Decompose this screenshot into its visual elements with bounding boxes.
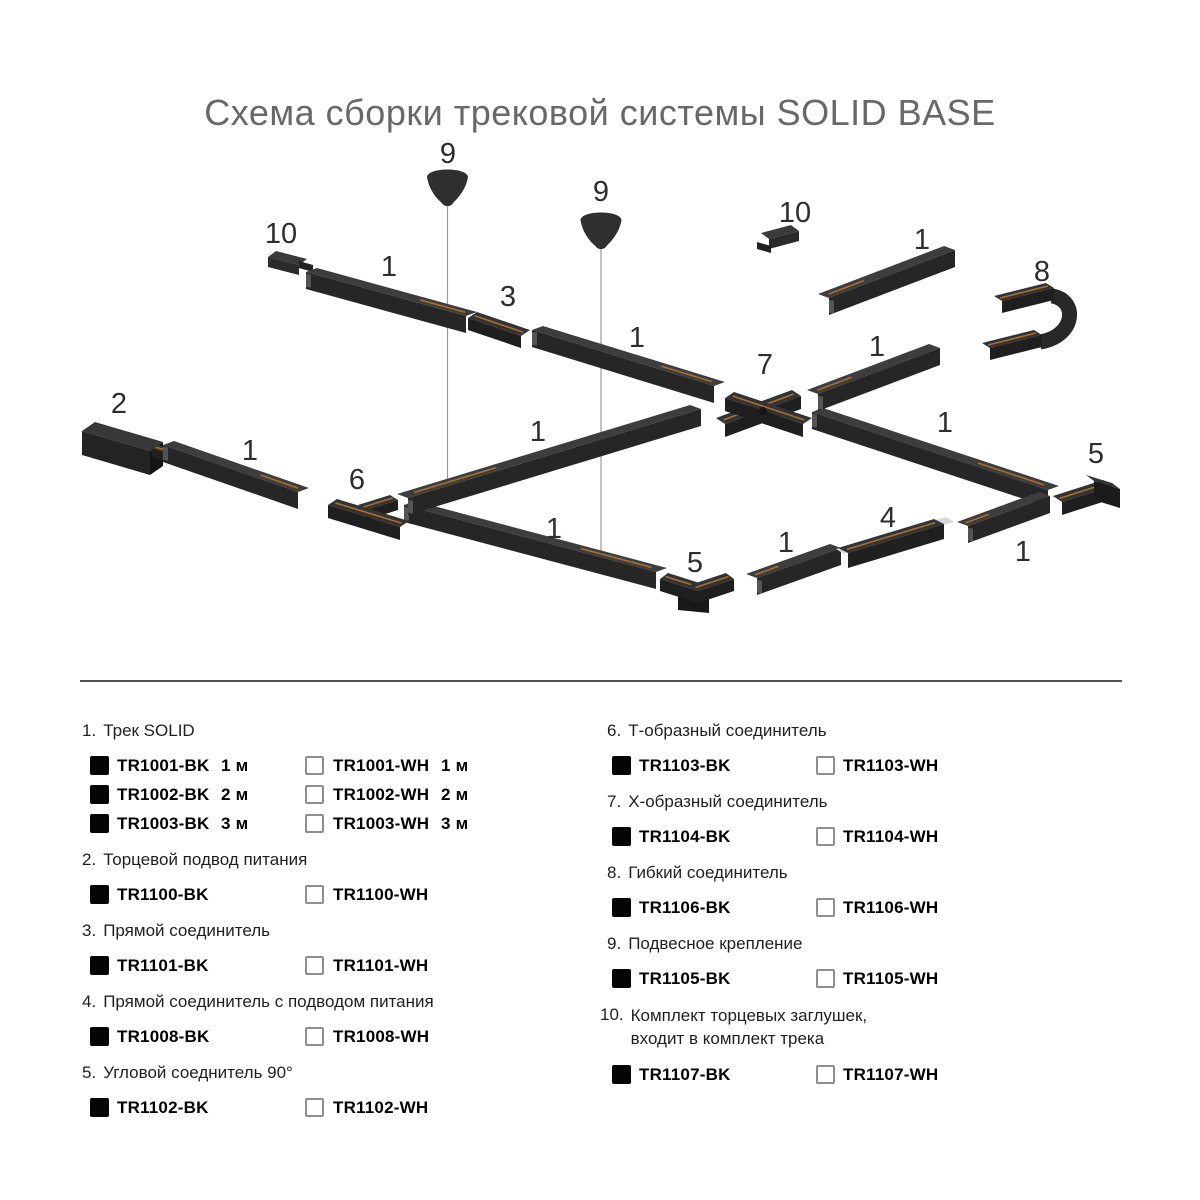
track-segment-front (404, 505, 656, 589)
legend-column (82, 714, 572, 1120)
product-code-black: TR1101-BK (117, 956, 209, 975)
legend-item (600, 720, 1160, 778)
legend-item (82, 1062, 572, 1120)
legend-item-header (82, 849, 572, 870)
product-code-black: TR1002-BK (117, 785, 210, 804)
product-code-white: TR1104-WH (843, 827, 939, 846)
color-swatch-white (816, 1065, 835, 1084)
product-code-white: TR1001-WH (333, 756, 430, 775)
callout-end_power_feed: 2 (110, 388, 128, 420)
legend-item (82, 920, 572, 978)
product-code-white: TR1101-WH (333, 956, 429, 975)
end-cap-tab (757, 242, 771, 253)
legend-row (600, 754, 1160, 778)
product-code-white: TR1105-WH (843, 969, 939, 988)
legend-item (600, 1004, 1160, 1087)
legend-item-title: Х-образный соединитель (628, 792, 828, 811)
legend-column (600, 714, 1160, 1087)
color-swatch-black (612, 898, 631, 917)
legend-item-header (82, 991, 572, 1012)
color-swatch-black (612, 756, 631, 775)
product-code-black: TR1104-BK (639, 827, 731, 846)
callout-track: 1 (545, 513, 563, 545)
legend-item-header (600, 1004, 1160, 1050)
color-swatch-black (90, 1098, 109, 1117)
color-swatch-black (612, 827, 631, 846)
legend-item-number: 5. (82, 1063, 97, 1082)
track-segment-channel (968, 528, 973, 542)
track-segment-front (532, 330, 714, 403)
product-code-black: TR1003-BK (117, 814, 210, 833)
legend-item-title: Прямой соединитель (103, 921, 271, 940)
callout-t_connector: 6 (348, 464, 366, 496)
callout-track: 1 (380, 251, 398, 283)
legend-row (600, 825, 1160, 849)
product-code-white: TR1002-WH (333, 785, 430, 804)
legend-row (600, 896, 1160, 920)
callout-straight_connector: 3 (499, 281, 517, 313)
product-length: 2 м (221, 785, 249, 804)
callout-track: 1 (241, 435, 259, 467)
track-segment-channel (829, 300, 834, 314)
legend-item-title: Угловой соеднитель 90° (103, 1063, 293, 1082)
product-code-white: TR1003-WH (333, 814, 430, 833)
legend-row (82, 812, 572, 836)
legend-item (600, 933, 1160, 991)
legend-item-header (82, 720, 572, 741)
product-code-white: TR1103-WH (843, 756, 939, 775)
product-code-black: TR1001-BK (117, 756, 210, 775)
product-code-black: TR1106-BK (639, 898, 731, 917)
color-swatch-white (305, 1027, 324, 1046)
product-length: 1 м (441, 756, 469, 775)
legend-item (82, 720, 572, 836)
legend-item-header (600, 720, 1160, 741)
page-title: Схема сборки трековой системы SOLID BASE (204, 92, 996, 134)
color-swatch-black (90, 814, 109, 833)
track-segment-channel (818, 396, 823, 410)
callout-corner_connector: 5 (686, 547, 704, 579)
legend-item-number: 3. (82, 921, 97, 940)
product-code-black: TR1100-BK (117, 885, 209, 904)
callout-track: 1 (868, 331, 886, 363)
track-segment-front (408, 409, 701, 515)
color-swatch-black (612, 1065, 631, 1084)
product-code-black: TR1102-BK (117, 1098, 209, 1117)
color-swatch-white (816, 756, 835, 775)
color-swatch-white (305, 885, 324, 904)
legend-item-number: 9. (607, 934, 622, 953)
callout-track: 1 (936, 407, 954, 439)
legend-item-header (600, 933, 1160, 954)
color-swatch-white (305, 785, 324, 804)
legend-item (82, 991, 572, 1049)
legend-row (82, 883, 572, 907)
legend-item-number: 7. (607, 792, 622, 811)
product-length: 2 м (441, 785, 469, 804)
color-swatch-white (305, 956, 324, 975)
product-code-white: TR1106-WH (843, 898, 939, 917)
legend-item-header (82, 920, 572, 941)
track-segment-channel (812, 414, 817, 428)
legend-item-title (631, 1004, 868, 1050)
product-code-white: TR1107-WH (843, 1065, 939, 1084)
pendant-cone (427, 170, 468, 207)
callout-track: 1 (913, 224, 931, 256)
pendant-cone (581, 213, 622, 250)
legend-item-title: Подвесное крепление (628, 934, 803, 953)
product-code-black: TR1107-BK (639, 1065, 731, 1084)
color-swatch-white (816, 898, 835, 917)
track-segment-front (163, 445, 298, 509)
legend-item (82, 849, 572, 907)
legend-item (600, 791, 1160, 849)
legend-row (600, 1063, 1160, 1087)
callout-track: 1 (529, 416, 547, 448)
track-segment-front (829, 250, 955, 315)
product-length: 1 м (221, 756, 249, 775)
legend-item-number: 10. (600, 1005, 624, 1024)
legend-row (82, 754, 572, 778)
legend-row (600, 967, 1160, 991)
callout-corner_connector: 5 (1087, 438, 1105, 470)
x-connector-hub (759, 407, 767, 415)
legend-item-number: 8. (607, 863, 622, 882)
legend-item-number: 1. (82, 721, 97, 740)
legend-row (82, 783, 572, 807)
color-swatch-black (90, 1027, 109, 1046)
legend-item (600, 862, 1160, 920)
legend-item-title-line1: Комплект торцевых заглушек, (630, 1006, 868, 1025)
legend-item-title: Прямой соединитель с подводом питания (103, 992, 434, 1011)
track-segment-channel (306, 274, 311, 288)
track-segment-channel (408, 500, 413, 514)
legend-item-number: 4. (82, 992, 97, 1011)
legend-item-title: Т-образный соединитель (628, 721, 827, 740)
legend-item-header (600, 791, 1160, 812)
product-length: 3 м (441, 814, 469, 833)
product-code-white: TR1100-WH (333, 885, 429, 904)
product-code-black: TR1105-BK (639, 969, 731, 988)
callout-end_cap: 10 (264, 218, 298, 250)
divider-line (80, 680, 1122, 682)
callout-pendant_mount: 9 (592, 176, 610, 208)
color-swatch-white (305, 1098, 324, 1117)
product-length: 3 м (221, 814, 249, 833)
legend-row (82, 954, 572, 978)
callout-track: 1 (777, 527, 795, 559)
track-segment-channel (532, 332, 537, 346)
color-swatch-black (90, 756, 109, 775)
color-swatch-white (305, 814, 324, 833)
color-swatch-black (612, 969, 631, 988)
color-swatch-white (816, 969, 835, 988)
product-code-white: TR1102-WH (333, 1098, 429, 1117)
color-swatch-white (816, 827, 835, 846)
legend-item-title: Трек SOLID (103, 721, 195, 740)
track-segment-front (812, 412, 1048, 507)
track-segment-channel (163, 447, 168, 461)
product-code-white: TR1008-WH (333, 1027, 430, 1046)
legend-item-number: 6. (607, 721, 622, 740)
legend-item-number: 2. (82, 850, 97, 869)
legend-item-title: Торцевой подвод питания (103, 850, 308, 869)
callout-track: 1 (628, 322, 646, 354)
legend-item-title: Гибкий соединитель (628, 863, 788, 882)
color-swatch-white (305, 756, 324, 775)
color-swatch-black (90, 956, 109, 975)
color-swatch-black (90, 785, 109, 804)
callout-power_straight_connector: 4 (879, 502, 897, 534)
callout-track: 1 (1014, 536, 1032, 568)
legend-row (82, 1096, 572, 1120)
legend-item-title-line2: входит в комплект трека (630, 1029, 825, 1048)
color-swatch-black (90, 885, 109, 904)
legend-item-header (82, 1062, 572, 1083)
legend-item-header (600, 862, 1160, 883)
product-code-black: TR1103-BK (639, 756, 731, 775)
callout-pendant_mount: 9 (439, 138, 457, 170)
callout-x_connector: 7 (756, 349, 774, 381)
flex-connector-bend (1040, 296, 1070, 342)
track-segment-channel (757, 580, 762, 594)
callout-flex_connector: 8 (1033, 256, 1051, 288)
legend-row (82, 1025, 572, 1049)
callout-end_cap: 10 (778, 197, 812, 229)
corner-box-front (1094, 481, 1120, 508)
product-code-black: TR1008-BK (117, 1027, 210, 1046)
